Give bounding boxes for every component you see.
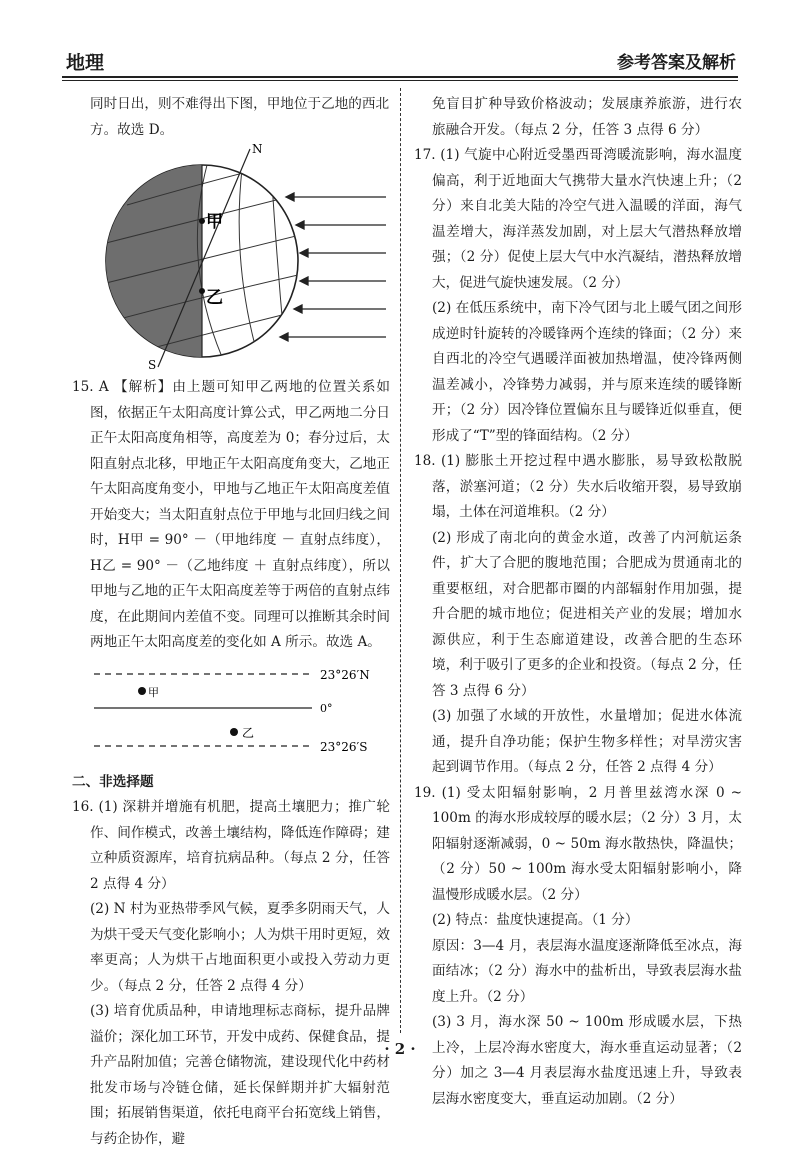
q16-part3-continued: 免盲目扩种导致价格波动；发展康养旅游，进行农旅融合开发。（每点 2 分，任答 3 点得 6 分） xyxy=(432,96,742,138)
left-column xyxy=(72,92,390,1152)
q15-answer: 15. A 【解析】由上题可知甲乙两地的位置关系如图，依据正午太阳高度计算公式，甲乙两地二分日正午太阳高度角相等，高度差为 0；春分过后，太阳直射点北移，甲地正午太阳高度角变大，乙地正午太阳高度角变小，甲地与乙地正午太阳高度差值开始变大；当太阳直射点位于甲地与北回归线之间时，H甲 = 90° －（甲地纬度 － 直射点纬度），H乙 = 90° －（乙地纬度 ＋ 直射点纬度），所以甲地与乙地的正午太阳高度差等于两倍的直射点纬度，在此期间内差值不变。同理可以推断其余时间两地正午太阳高度差的变化如 A 所示。故选 A。 xyxy=(72,379,390,650)
q19-part3: (3) 3 月，海水深 50 ~ 100m 形成暖水层，下热上冷，上层冷海水密度大，海水垂直运动显著；（2 分）加之 3—4 月表层海水盐度迅速上升，导致表层海水密度变大，垂直运动加剧。（2 分） xyxy=(432,1014,742,1107)
intro-line-1: 同时日出，则不难得出下图，甲地位于乙地的西北 xyxy=(90,96,390,112)
q16-part1: 16. (1) 深耕并增施有机肥，提高土壤肥力；推广轮作、间作模式，改善土壤结构，降低连作障碍；建立种质资源库，培育抗病品种。（每点 2 分，任答 2 点得 4 分） xyxy=(72,799,390,892)
point-jia-label: 甲 xyxy=(206,212,223,232)
globe-diagram xyxy=(72,143,390,375)
column-divider xyxy=(400,88,401,1033)
equator-label: 0° xyxy=(320,701,333,715)
tropic-capricorn-label: 23°26′S xyxy=(320,739,368,754)
q18-part3: (3) 加强了水域的开放性，水量增加；促进水体流通，提升自净功能；保护生物多样性；对旱涝灾害起到调节作用。（每点 2 分，任答 2 点得 4 分） xyxy=(432,708,742,775)
strip-jia-label: 甲 xyxy=(148,685,159,699)
point-yi-label: 乙 xyxy=(206,288,223,308)
right-column xyxy=(414,92,742,1112)
latitude-strip-figure xyxy=(72,656,390,766)
header-rule-thin xyxy=(62,80,738,81)
tropic-cancer-label: 23°26′N xyxy=(320,667,370,682)
north-label: N xyxy=(252,143,263,156)
q19-part1: 19. (1) 受太阳辐射影响，2 月普里兹湾水深 0 ~ 100m 的海水形成较厚的暖水层；（2 分）3 月，太阳辐射逐渐减弱，0 ~ 50m 海水散热快，降温快；（2 分）50 ~ 100m 海水受太阳辐射影响小，降温慢形成暖水层。（2 分） xyxy=(414,784,742,903)
section-title: 二、非选择题 xyxy=(72,773,154,790)
q17-part2: (2) 在低压系统中，南下冷气团与北上暖气团之间形成逆时针旋转的冷暖锋两个连续的锋面；（2 分）来自西北的冷空气遇暖洋面被加热增温，使冷锋两侧温差减小，冷锋势力减弱，并与原来连续的暖锋断开；（2 分）因冷锋位置偏东且与暖锋近似垂直，便形成了“T”型的锋面结构。（2 分） xyxy=(432,300,742,444)
q18-part1: 18. (1) 膨胀土开挖过程中遇水膨胀，易导致松散脱落，淤塞河道；（2 分）失水后收缩开裂，易导致崩塌，土体在河道堆积。（2 分） xyxy=(414,453,742,520)
globe-figure xyxy=(72,143,390,375)
latitude-strip xyxy=(72,656,390,766)
point-yi-marker xyxy=(199,288,205,294)
q19-part2-feature: (2) 特点：盐度快速提高。（1 分） xyxy=(432,912,639,928)
q19-part2-reason: 原因：3—4 月，表层海水温度逐渐降低至冰点，海面结冰；（2 分）海水中的盐析出，导致表层海水盐度上升。（2 分） xyxy=(432,937,742,1005)
strip-yi-marker xyxy=(230,728,238,736)
q18-part2: (2) 形成了南北向的黄金水道，改善了内河航运条件，扩大了合肥的腹地范围；合肥成为贯通南北的重要枢纽，对合肥都市圈的内部辐射作用加强，提升合肥的城市地位；促进相关产业的发展；增加水源供应，利于生态廊道建设，改善合肥的生态环境，利于吸引了更多的企业和投资。（每点 2 分，任答 3 点得 6 分） xyxy=(432,529,742,699)
page-number: · 2 · xyxy=(384,1040,416,1058)
q16-part3: (3) 培育优质品种，申请地理标志商标，提升品牌溢价；深化加工环节，开发中成药、保健食品，提升产品附加值；完善仓储物流，建设现代化中药材批发市场与冷链仓储，延长保鲜期并扩大辐射范围；拓展销售渠道，依托电商平台拓宽线上销售，与药企协作，避 xyxy=(90,1003,390,1147)
intro-line-2: 方。故选 D。 xyxy=(90,121,174,138)
q16-part2: (2) N 村为亚热带季风气候，夏季多阴雨天气，人为烘干受天气变化影响小；人为烘干用时更短，效率更高；人为烘干占地面积更小或投入劳动力更少。（每点 2 分，任答 2 点得 4 分） xyxy=(90,901,390,994)
page-header-title: 参考答案及解析 xyxy=(617,53,736,73)
strip-jia-marker xyxy=(138,687,146,695)
subject-title: 地理 xyxy=(66,52,105,74)
south-label: S xyxy=(148,358,157,372)
header-rule xyxy=(62,76,738,78)
point-jia-marker xyxy=(199,218,205,224)
strip-yi-label: 乙 xyxy=(242,725,255,740)
q17-part1: 17. (1) 气旋中心附近受墨西哥湾暖流影响，海水温度偏高，利于近地面大气携带大量水汽快速上升；（2 分）来自北美大陆的冷空气进入温暖的洋面，海气温差增大，海洋蒸发加剧，对上层大气潜热释放增强；（2 分）促使上层大气中水汽凝结，潜热释放增大，促进气旋快速发展。（2 分） xyxy=(414,147,742,291)
